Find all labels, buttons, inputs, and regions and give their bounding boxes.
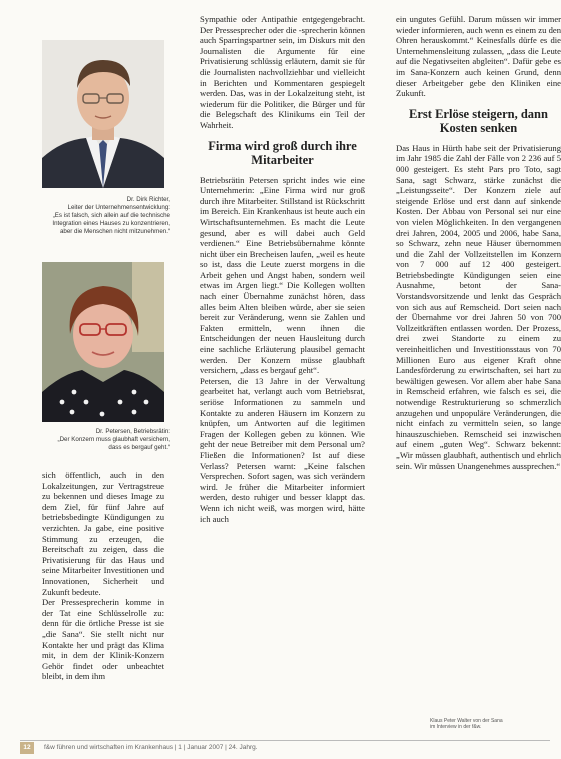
caption-line: Dr. Petersen, Betriebsrätin: — [95, 428, 170, 435]
article-column-2 — [200, 14, 365, 524]
section-headline: Firma wird groß durch ihre Mitarbeiter — [208, 138, 357, 167]
page-footer — [20, 740, 550, 755]
caption-line: Dr. Dirk Richter, — [126, 196, 170, 203]
paragraph: sich öffentlich, auch in den Lokalzeitungen, zur Vertragstreue zu bekennen und dieses Image zu dem Ziel, für fünf Jahre auf betriebsbedingte Kündigungen zu verzichten. Ja gabe, eine positive Stimmung zu erzeugen, die Bereitschaft zu zeigen, dass die Privatisierung für das Haus und seine Mitarbeiter Investitionen und Innovationen, Sicherheit und Zukunft bedeute. — [42, 470, 164, 597]
caption-line: dass es bergauf geht.“ — [108, 444, 170, 451]
article-column-1 — [42, 470, 164, 682]
caption-petersen — [22, 428, 170, 452]
paragraph: Sympathie oder Antipathie entgegengebracht. Der Pressesprecher oder die -sprecherin können auch Sparringspartner sein, im Diskurs mit den Journalisten die Argumente für eine Privatisierung schlüssig erläutern, damit sie für die Journalisten nachvollziehbar und vielleicht in Berichten und Kommentaren gespiegelt werden. Das, was in der Lokalzeitung steht, ist wiederum für die Politiker, die Bürger und für die Belegschaft des Klinikums ein Teil der Wahrheit. — [200, 14, 365, 130]
credit-line: Klaus Peter Walter von der Sana — [430, 718, 503, 724]
article-column-3 — [396, 14, 561, 471]
caption-richter — [22, 196, 170, 236]
page-number: 12 — [20, 742, 34, 754]
photo-dirk-richter — [42, 40, 164, 188]
caption-line: Integration eines Hauses zu konzentrieren, — [52, 220, 170, 227]
paragraph: Petersen, die 13 Jahre in der Verwaltung gearbeitet hat, verlangt auch vom Betriebsrat, seriöse Informationen zu sammeln und Kontakte zu anderen Häusern im Konzern zu knüpfen, um Antworten auf die legitimen Fragen der Kollegen geben zu können. Wie geht der neue Betreiber mit dem Personal um? Fließen die Informationen? Ist auf diese Verlass? Petersen warnt: „Keine falschen Versprechen. Sofort sagen, was sich verändern wird. Je früher die Mitarbeiter informiert werden, desto ruhiger und besser klappt das. Wenn ich nicht weiß, was morgen wird, hätte ich auch — [200, 375, 365, 524]
section-headline: Erst Erlöse steigern, dann Kosten senken — [409, 106, 548, 135]
paragraph: ein ungutes Gefühl. Darum müssen wir immer wieder informieren, auch wenn es einem zu den Ohren herauskommt.“ Keinesfalls dürfe es die Unternehmensleitung zulassen, „dass die Leute auf die Negativseiten abgleiten“. Dafür gebe es im Sana-Konzern auch keinen Grund, denn dieser Arbeitgeber gebe den Kliniken eine Zukunft. — [396, 14, 561, 99]
publication-line: f&w führen und wirtschaften im Krankenhaus | 1 | Januar 2007 | 24. Jahrg. — [44, 744, 258, 751]
paragraph: Das Haus in Hürth habe seit der Privatisierung im Jahr 1985 die Zahl der Fälle von 2 236 auf 5 000 gesteigert. Es steht Pars pro Toto, sagt Sana, sagt Schwarz, stärke zunächst die „Leistungsseite“. Der Konzern ziele auf steigende Erlöse und erst dann auf sinkende Kosten. Der Abbau von Personal sei nur eine von vielen Möglichkeiten. In den vergangenen drei Jahren, 2004, 2005 und 2006, habe Sana, so Schwarz, zehn neue Häuser übernommen und die Zahl der Vollzeitstellen im Konzern von 7 000 auf 12 400 gesteigert. Betriebsbedingte Kündigungen seien eine Ausnahme, betont der Sana-Vorstandsvorsitzende und lenkt das Gespräch von sich aus auf Remscheid. Dort seien nach der Übernahme vor drei Jahren 50 von 700 Vollzeitkräften entlassen worden. Der Prozess, drei zwei Standorte zu einem zu vereinheitlichen und Investitionsstaus von 70 Millionen Euro aus eigener Kraft ohne Landesförderung zu erwirtschaften, sei hart zu bewältigen gewesen. Vor allem aber habe Sana in Remscheid erfahren, wie falsch es sei, die notwendige Restrukturierung so schmerzlich anzugehen und unpopuläre Veränderungen, die nicht einfach zu vermitteln seien, so lange hinauszuschieben. Remscheid sei inzwischen auf einem „guten Weg“. Schwarz bekennt: „Wir müssen glaubhaft, authentisch und ehrlich sein. Wir müssen Unangenehmes aussprechen.“ — [396, 142, 561, 471]
paragraph: Betriebsrätin Petersen spricht indes wie eine Unternehmerin: „Eine Firma wird nur groß durch ihre Mitarbeiter. Stillstand ist Rückschritt im Bereich. Ein Krankenhaus ist heute auch ein Wirtschaftsunternehmen. Es macht die Leute gesund, aber es will dabei auch Geld verdienen.“ Eine Betriebsübernahme könnte nicht über ein Brecheisen laufen, „weil es heute so ist, dass die Leute zuerst morgens in die Arbeit gehen und Angst haben, sondern weil etwas im Argen liegt.“ Die Kollegen wollten nach einer Übernahme zunächst hören, dass alles beim Alten bleiben würde, aber sie seien bereit zur Veränderung, wenn sie Zahlen und Fakten ermitteln, wenn ihnen die Entscheidungen der neuen Hausleitung durch eine sachliche Erläuterung plausibel gemacht werden. Der Konzern müsse glaubhaft versichern, „dass es bergauf geht“. — [200, 174, 365, 376]
photo-credit — [430, 718, 550, 730]
paragraph: Der Pressesprecherin komme in der Tat eine Schlüsselrolle zu: denn für die örtliche Presse ist sie „die Sana“. Sie stellt nicht nur Kontakte her und prägt das Klima mit, in dem der Klinik-Konzern Gehör findet oder unbeachtet bleibt, in dem ihm — [42, 597, 164, 682]
caption-line: „Der Konzern muss glaubhaft versichern, — [57, 436, 170, 443]
caption-line: aber die Menschen nicht mitzunehmen.“ — [59, 228, 170, 235]
credit-line: im Interview in der f&w. — [430, 724, 482, 730]
caption-line: „Es ist falsch, sich allein auf die technische — [52, 212, 170, 219]
photo-petersen — [42, 262, 164, 422]
caption-line: Leiter der Unternehmensentwicklung: — [67, 204, 170, 211]
